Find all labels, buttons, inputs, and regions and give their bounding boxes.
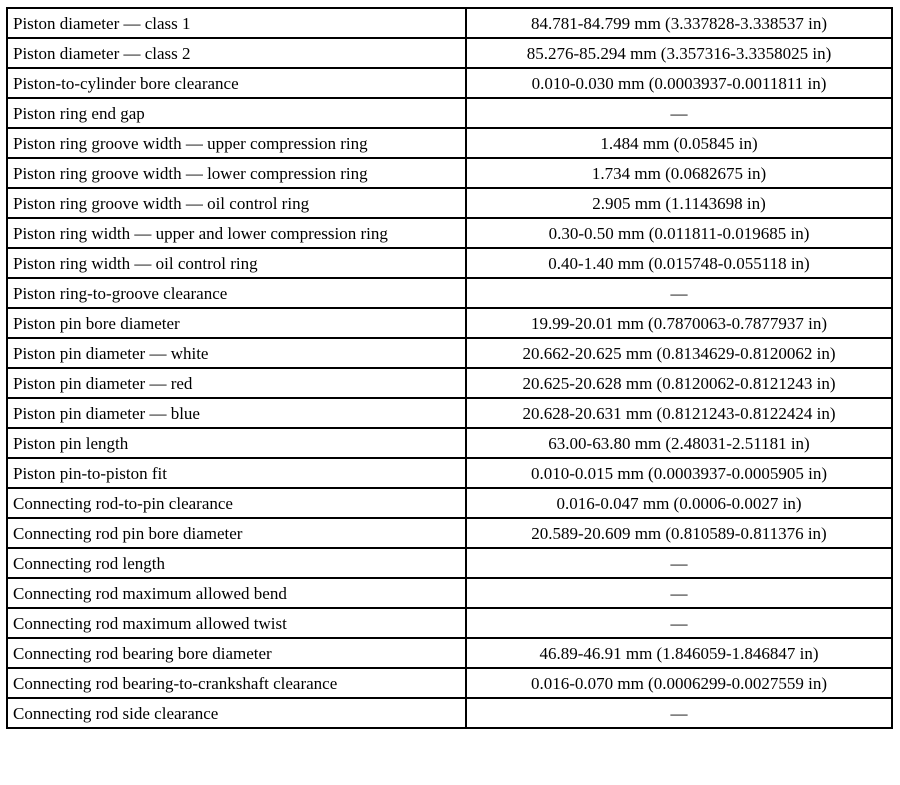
specifications-table [6, 7, 893, 729]
parameter-cell: Piston pin length [7, 428, 466, 458]
table-row [7, 248, 892, 278]
parameter-cell: Connecting rod bearing-to-crankshaft clearance [7, 668, 466, 698]
value-cell: 63.00-63.80 mm (2.48031-2.51181 in) [466, 428, 892, 458]
table-row [7, 308, 892, 338]
value-cell: 0.016-0.047 mm (0.0006-0.0027 in) [466, 488, 892, 518]
table-row [7, 458, 892, 488]
parameter-cell: Connecting rod-to-pin clearance [7, 488, 466, 518]
table-row [7, 338, 892, 368]
value-cell: 19.99-20.01 mm (0.7870063-0.7877937 in) [466, 308, 892, 338]
parameter-cell: Piston pin bore diameter [7, 308, 466, 338]
value-cell: 85.276-85.294 mm (3.357316-3.3358025 in) [466, 38, 892, 68]
value-cell: — [466, 98, 892, 128]
parameter-cell: Piston pin diameter — red [7, 368, 466, 398]
value-cell: — [466, 578, 892, 608]
table-row [7, 488, 892, 518]
parameter-cell: Connecting rod side clearance [7, 698, 466, 728]
value-cell: 0.016-0.070 mm (0.0006299-0.0027559 in) [466, 668, 892, 698]
value-cell: — [466, 608, 892, 638]
table-row [7, 608, 892, 638]
table-row [7, 98, 892, 128]
value-cell: — [466, 548, 892, 578]
value-cell: 20.589-20.609 mm (0.810589-0.811376 in) [466, 518, 892, 548]
parameter-cell: Connecting rod maximum allowed bend [7, 578, 466, 608]
value-cell: 46.89-46.91 mm (1.846059-1.846847 in) [466, 638, 892, 668]
value-cell: 0.30-0.50 mm (0.011811-0.019685 in) [466, 218, 892, 248]
table-row [7, 698, 892, 728]
table-row [7, 638, 892, 668]
parameter-cell: Piston-to-cylinder bore clearance [7, 68, 466, 98]
table-row [7, 68, 892, 98]
table-row [7, 188, 892, 218]
parameter-cell: Piston ring width — upper and lower compression ring [7, 218, 466, 248]
value-cell: — [466, 278, 892, 308]
parameter-cell: Piston ring width — oil control ring [7, 248, 466, 278]
table-row [7, 8, 892, 38]
table-row [7, 428, 892, 458]
parameter-cell: Piston ring-to-groove clearance [7, 278, 466, 308]
parameter-cell: Piston ring groove width — lower compression ring [7, 158, 466, 188]
table-row [7, 518, 892, 548]
table-row [7, 668, 892, 698]
table-row [7, 578, 892, 608]
parameter-cell: Piston ring groove width — oil control ring [7, 188, 466, 218]
value-cell: 0.010-0.015 mm (0.0003937-0.0005905 in) [466, 458, 892, 488]
parameter-cell: Piston diameter — class 1 [7, 8, 466, 38]
value-cell: 0.010-0.030 mm (0.0003937-0.0011811 in) [466, 68, 892, 98]
parameter-cell: Piston ring groove width — upper compression ring [7, 128, 466, 158]
value-cell: 20.662-20.625 mm (0.8134629-0.8120062 in) [466, 338, 892, 368]
table-row [7, 278, 892, 308]
table-row [7, 548, 892, 578]
parameter-cell: Piston pin-to-piston fit [7, 458, 466, 488]
parameter-cell: Piston diameter — class 2 [7, 38, 466, 68]
table-row [7, 218, 892, 248]
table-row [7, 368, 892, 398]
parameter-cell: Connecting rod length [7, 548, 466, 578]
parameter-cell: Connecting rod bearing bore diameter [7, 638, 466, 668]
value-cell: 2.905 mm (1.1143698 in) [466, 188, 892, 218]
value-cell: 1.484 mm (0.05845 in) [466, 128, 892, 158]
specifications-table-body [7, 8, 892, 728]
table-row [7, 38, 892, 68]
parameter-cell: Piston pin diameter — white [7, 338, 466, 368]
value-cell: 1.734 mm (0.0682675 in) [466, 158, 892, 188]
parameter-cell: Connecting rod pin bore diameter [7, 518, 466, 548]
parameter-cell: Piston pin diameter — blue [7, 398, 466, 428]
table-row [7, 398, 892, 428]
parameter-cell: Piston ring end gap [7, 98, 466, 128]
value-cell: 20.628-20.631 mm (0.8121243-0.8122424 in) [466, 398, 892, 428]
value-cell: — [466, 698, 892, 728]
value-cell: 84.781-84.799 mm (3.337828-3.338537 in) [466, 8, 892, 38]
parameter-cell: Connecting rod maximum allowed twist [7, 608, 466, 638]
table-row [7, 128, 892, 158]
value-cell: 20.625-20.628 mm (0.8120062-0.8121243 in) [466, 368, 892, 398]
value-cell: 0.40-1.40 mm (0.015748-0.055118 in) [466, 248, 892, 278]
table-row [7, 158, 892, 188]
